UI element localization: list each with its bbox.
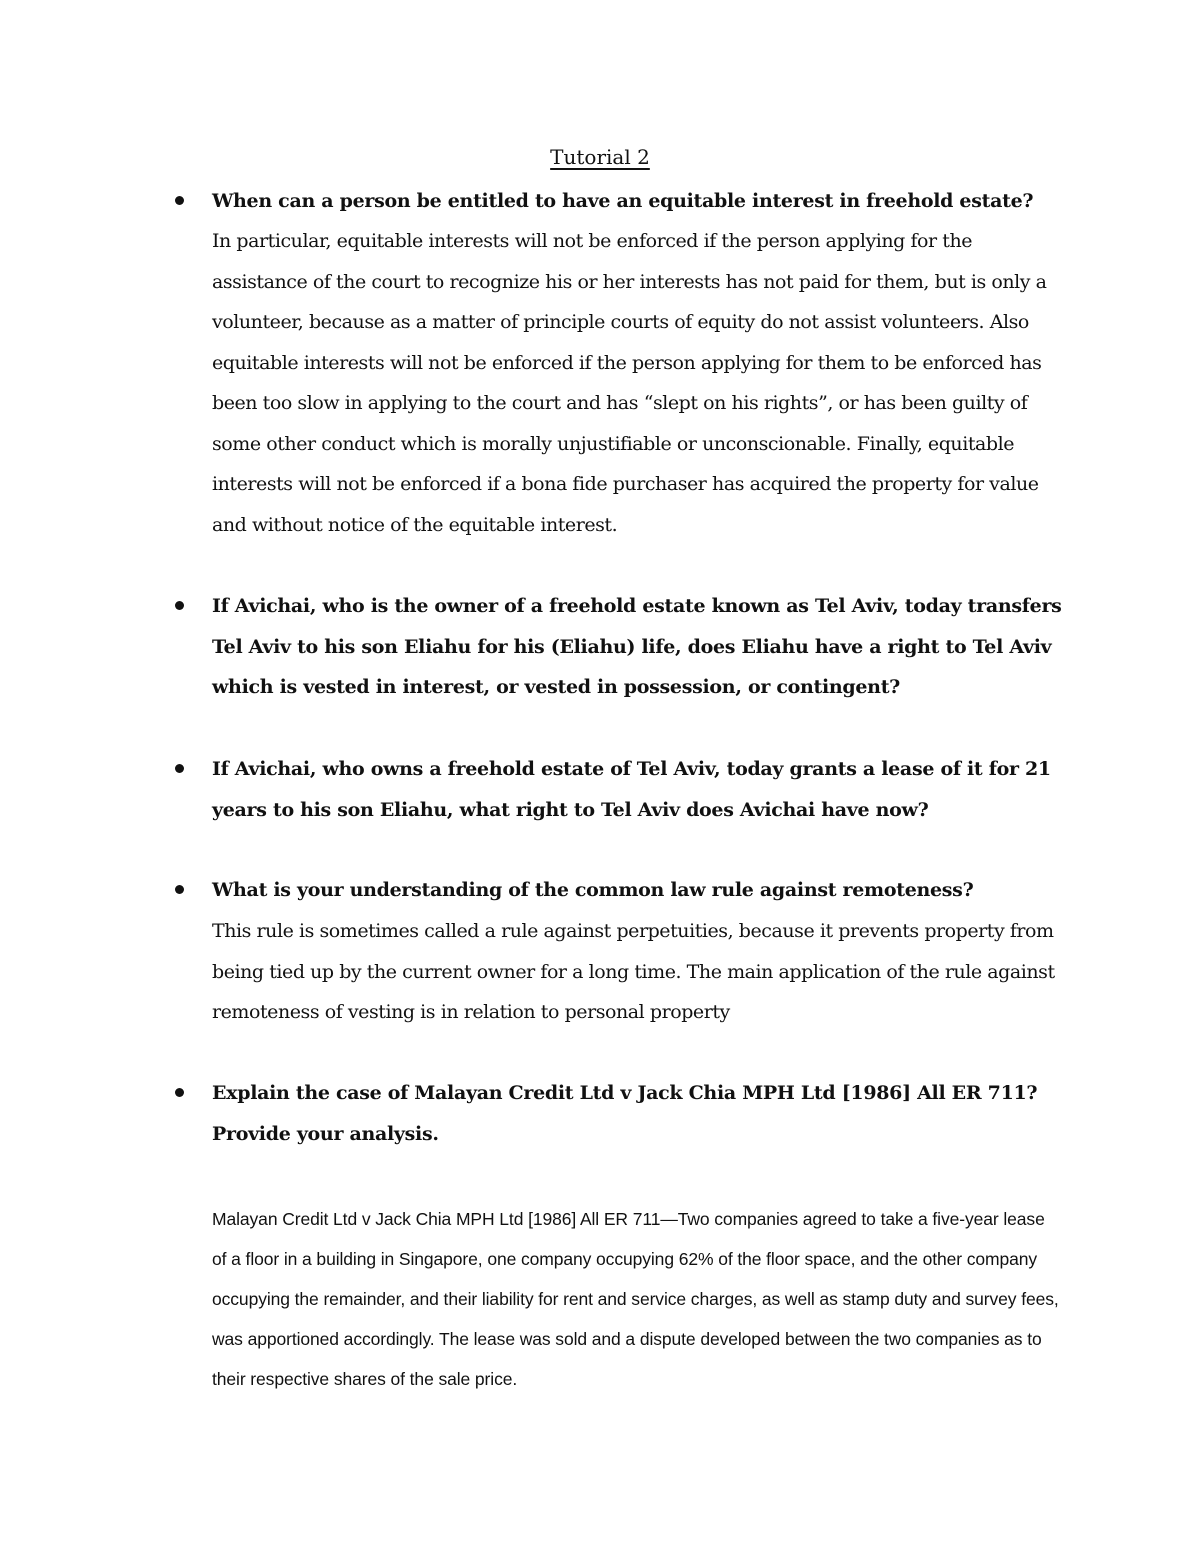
answer-4: This rule is sometimes called a rule against perpetuities, because it prevents property from being tied up by the current owner for a long time. The main application of the rule against remoteness of vesting is in relation to personal property [212, 920, 1055, 1023]
bullet-icon [175, 764, 184, 773]
question-1: When can a person be entitled to have an equitable interest in freehold estate? [212, 190, 1034, 212]
bullet-icon [175, 1088, 184, 1097]
bullet-icon [175, 601, 184, 610]
answer-5: Malayan Credit Ltd v Jack Chia MPH Ltd [1986] All ER 711—Two companies agreed to take a five-year lease of a floor in a building in Singapore, one company occupying 62% of the floor space, and the other company occupying the remainder, and their liability for rent and service charges, as well as stamp duty and survey fees, was apportioned accordingly. The lease was sold and a dispute developed between the two companies as to their respective shares of the sale price. [212, 1209, 1059, 1389]
question-2: If Avichai, who is the owner of a freehold estate known as Tel Aviv, today transfers Tel Aviv to his son Eliahu for his (Eliahu) life, does Eliahu have a right to Tel Aviv which is vested in interest, or vested in possession, or contingent? [212, 595, 1062, 698]
question-3: If Avichai, who owns a freehold estate of Tel Aviv, today grants a lease of it for 21 years to his son Eliahu, what right to Tel Aviv does Avichai have now? [212, 758, 1051, 821]
question-5: Explain the case of Malayan Credit Ltd v Jack Chia MPH Ltd [1986] All ER 711? Provide your analysis. [212, 1082, 1038, 1145]
bullet-icon [175, 196, 184, 205]
bullet-icon [175, 885, 184, 894]
answer-1: In particular, equitable interests will not be enforced if the person applying for the assistance of the court to recognize his or her interests has not paid for them, but is only a volunteer, because as a matter of principle courts of equity do not assist volunteers. Also equitable interests will not be enforced if the person applying for them to be enforced has been too slow in applying to the court and has “slept on his rights”, or has been guilty of some other conduct which is morally unjustifiable or unconscionable. Finally, equitable interests will not be enforced if a bona fide purchaser has acquired the property for value and without notice of the equitable interest. [212, 230, 1047, 536]
question-4: What is your understanding of the common law rule against remoteness? [212, 879, 974, 901]
document-title: Tutorial 2 [550, 145, 650, 169]
